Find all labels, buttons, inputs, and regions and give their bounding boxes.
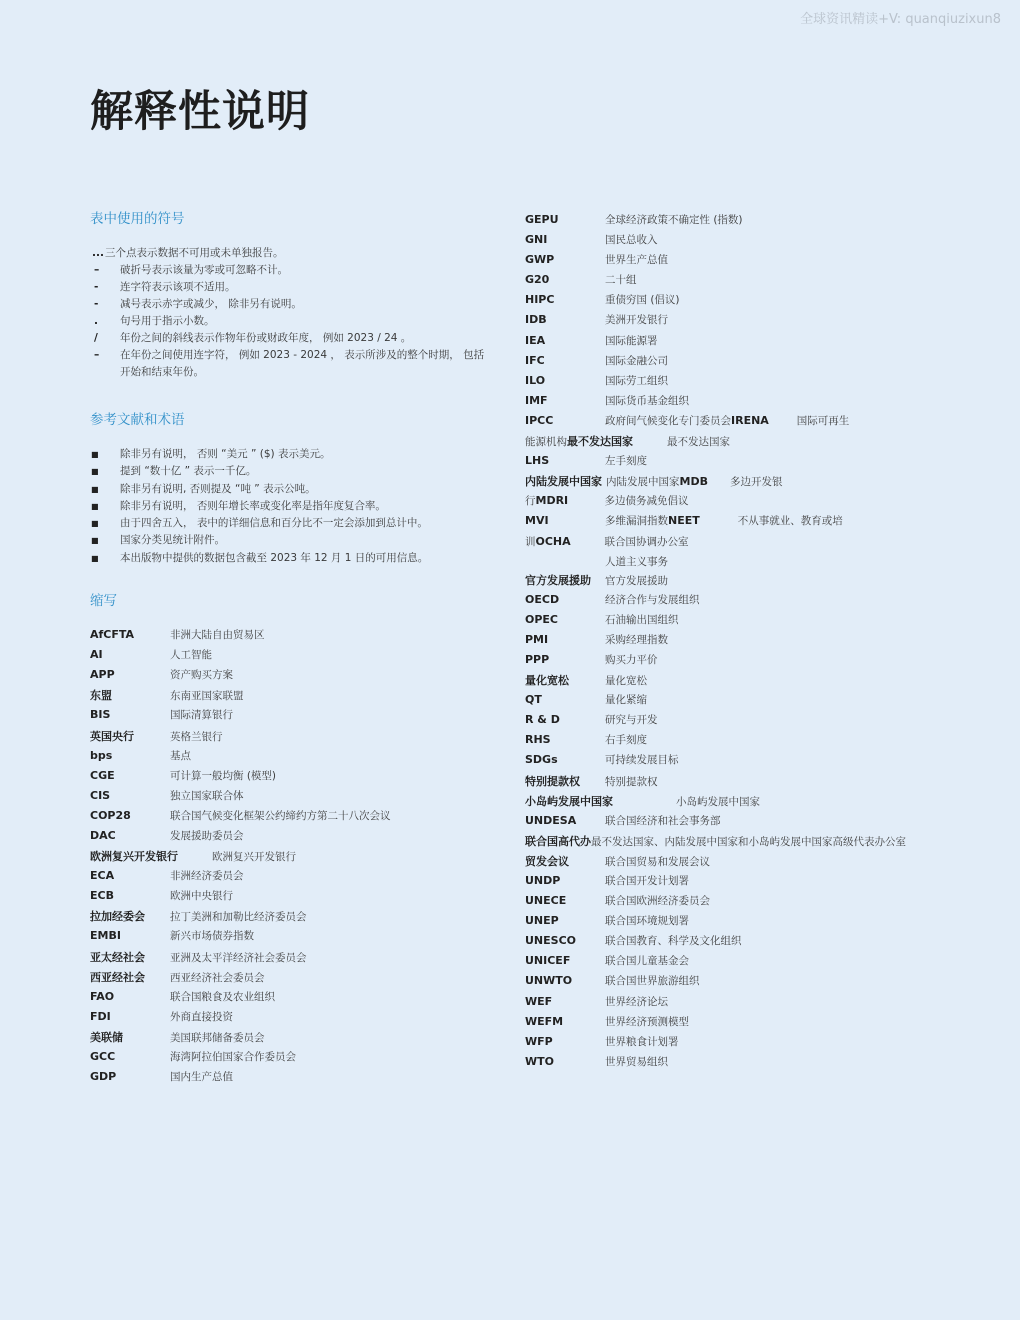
abbr-definition: 联合国欧洲经济委员会 <box>605 895 710 908</box>
symbol-item <box>90 296 490 313</box>
reference-item <box>90 498 490 515</box>
abbr-term: UNECE <box>525 894 567 908</box>
abbr-row <box>525 752 945 772</box>
abbr-definition: 资产购买方案 <box>170 669 233 682</box>
symbol-item <box>90 313 490 330</box>
abbr-row <box>525 933 945 953</box>
abbr-term: COP28 <box>90 808 131 822</box>
abbr-term: DAC <box>90 829 116 843</box>
symbol-text: 句号用于指示小数。 <box>120 315 215 327</box>
abbr-row <box>90 707 490 727</box>
abbr-definition: 联合国世界旅游组织 <box>605 975 700 988</box>
reference-text: 本出版物中提供的数据包含截至 2023 年 12 月 1 日的可用信息。 <box>120 551 429 564</box>
abbr-row <box>90 989 490 1009</box>
abbr-definition: 世界经济预测模型 <box>605 1015 689 1028</box>
abbr-term: QT <box>525 693 542 707</box>
abbr-row <box>525 453 945 473</box>
reference-item <box>90 463 490 480</box>
abbr-row <box>525 712 945 732</box>
abbr-term: CIS <box>90 788 111 802</box>
abbr-definition: 亚洲及太平洋经济社会委员会 <box>170 951 307 964</box>
abbr-definition: 右手刻度 <box>605 734 647 747</box>
abbr-row <box>90 1029 490 1049</box>
abbr-definition: 不从事就业、教育或培 <box>737 515 843 528</box>
symbol-item <box>90 330 490 347</box>
abbr-row <box>525 893 945 913</box>
symbol-item <box>90 262 490 279</box>
abbr-row <box>90 949 490 969</box>
abbr-row <box>525 994 945 1014</box>
abbr-term: AfCFTA <box>90 628 135 642</box>
symbol-text: 减号表示赤字或减少， 除非另有说明。 <box>120 298 302 310</box>
abbr-definition: 国际清算银行 <box>170 709 233 722</box>
abbr-term: ILO <box>525 373 546 387</box>
symbols-heading: 表中使用的符号 <box>90 211 185 227</box>
abbr-definition: 联合国协调办公室 <box>604 535 689 548</box>
abbr-row <box>525 272 945 292</box>
abbr-term: IDB <box>525 313 547 327</box>
abbr-row <box>525 232 945 252</box>
abbr-row <box>525 212 945 232</box>
abbr-definition: 特别提款权 <box>605 775 658 788</box>
abbreviations-heading: 缩写 <box>90 593 117 610</box>
abbr-definition: 世界粮食计划署 <box>605 1035 679 1048</box>
abbr-row <box>90 788 490 808</box>
abbr-row <box>525 793 945 813</box>
abbr-term: IPCC <box>525 413 554 427</box>
abbr-row <box>525 632 945 652</box>
abbr-term: 贸发会议 <box>525 854 569 868</box>
abbr-term: 拉加经委会 <box>90 910 145 924</box>
abbr-definition: 能源机构 <box>525 436 567 449</box>
abbr-term: PPP <box>525 652 550 666</box>
abbr-term: FAO <box>90 989 115 1003</box>
abbr-term: GEPU <box>525 213 559 226</box>
reference-text: 除非另有说明， 否则年增长率或变化率是指年度复合率。 <box>120 499 386 512</box>
abbr-definition: 采购经理指数 <box>605 633 668 646</box>
abbr-term: IFC <box>525 353 545 367</box>
abbr-definition: 小岛屿发展中国家 <box>676 795 760 808</box>
abbr-row <box>525 612 945 632</box>
abbr-definition: 多维漏洞指数 <box>605 515 668 528</box>
abbr-term: BIS <box>90 708 111 722</box>
abbr-definition: 最不发达国家、内陆发展中国家和小岛屿发展中国家高级代表办公室 <box>591 835 906 848</box>
abbr-row <box>525 433 945 453</box>
abbr-term: IEA <box>525 333 546 347</box>
abbr-row <box>525 393 945 413</box>
reference-item <box>90 550 490 567</box>
abbr-row <box>90 868 490 888</box>
abbr-definition: 量化紧缩 <box>605 694 647 707</box>
abbr-row <box>90 687 490 707</box>
abbr-row <box>90 848 490 868</box>
watermark: 全球资讯精读+V: quanqiuzixun8 <box>800 12 1001 27</box>
abbr-row <box>525 953 945 973</box>
bullet-icon: ■ <box>91 467 99 477</box>
abbr-term: 西亚经社会 <box>90 970 145 984</box>
abbr-definition: 国际金融公司 <box>605 354 668 367</box>
abbr-definition: 左手刻度 <box>605 455 647 468</box>
abbr-term: WEF <box>525 994 553 1008</box>
symbol-text: 在年份之间使用连字符， 例如 2023 - 2024 ， 表示所涉及的整个时期， 包括开始和结束年份。 <box>120 349 485 378</box>
abbr-row <box>90 768 490 788</box>
symbol-mark: - <box>94 281 99 293</box>
abbr-term: UNDESA <box>525 813 577 827</box>
abbr-term: GCC <box>90 1050 116 1064</box>
abbr-definition: 重债穷国 (倡议) <box>605 294 680 307</box>
abbr-term: SDGs <box>525 753 558 767</box>
abbr-row <box>90 1049 490 1069</box>
abbr-term: 欧洲复兴开发银行 <box>90 850 178 864</box>
abbr-definition: 多边开发银 <box>729 476 783 489</box>
abbr-term: MDB <box>679 475 708 489</box>
abbr-row <box>525 732 945 752</box>
abbr-row <box>525 873 945 893</box>
right-column <box>525 212 945 1074</box>
abbr-definition: 内陆发展中国家 <box>606 476 680 489</box>
page-title: 解释性说明 <box>90 87 310 137</box>
abbr-definition: 政府间气候变化专门委员会 <box>605 414 731 427</box>
abbr-definition: 国内生产总值 <box>170 1071 233 1084</box>
symbol-text: 破折号表示该量为零或可忽略不计。 <box>120 264 288 276</box>
symbol-mark: – <box>94 349 100 361</box>
symbol-text: 连字符表示该项不适用。 <box>120 281 236 293</box>
abbr-term: UNDP <box>525 874 561 887</box>
abbr-row <box>90 1069 490 1089</box>
abbr-row <box>525 333 945 353</box>
abbr-definition: 人工智能 <box>170 649 212 662</box>
bullet-icon: ■ <box>91 536 99 546</box>
abbr-definition: 研究与开发 <box>605 714 658 727</box>
abbr-row <box>525 652 945 672</box>
abbr-definition: 欧洲复兴开发银行 <box>212 851 296 864</box>
symbol-text: 年份之间的斜线表示作物年份或财政年度， 例如 2023 / 24 。 <box>120 332 412 344</box>
abbr-term: 内陆发展中国家 <box>525 475 602 489</box>
abbr-row <box>90 908 490 928</box>
symbol-mark: / <box>94 332 98 344</box>
abbr-term: GWP <box>525 253 555 267</box>
abbreviations-list-left <box>90 627 490 1089</box>
bullet-icon: ■ <box>91 519 99 529</box>
abbr-definition: 欧洲中央银行 <box>170 890 233 903</box>
abbr-row <box>525 1054 945 1074</box>
symbol-text: 三个点表示数据不可用或未单独报告。 <box>105 247 284 259</box>
abbr-definition: 联合国开发计划署 <box>605 875 689 887</box>
abbr-term: ECB <box>90 889 114 903</box>
references-list <box>90 446 490 567</box>
abbr-term: ECA <box>90 869 115 883</box>
symbol-mark: ... <box>92 247 104 259</box>
abbr-row <box>90 748 490 768</box>
abbr-term: MDRI <box>535 494 569 508</box>
abbr-row <box>525 513 945 533</box>
abbr-definition: 东南亚国家联盟 <box>170 690 244 703</box>
abbr-term: OPEC <box>525 612 558 626</box>
abbr-definition: 最不发达国家 <box>667 436 730 449</box>
abbr-term: 亚太经社会 <box>90 950 145 964</box>
abbr-row <box>525 913 945 933</box>
reference-text: 除非另有说明， 否则 “美元 ” ($) 表示美元。 <box>120 448 331 460</box>
abbr-term: EMBI <box>90 929 121 943</box>
abbr-row <box>525 353 945 373</box>
abbr-definition: 非洲经济委员会 <box>170 870 244 883</box>
abbr-term: 英国央行 <box>90 729 134 743</box>
abbr-definition: 西亚经济社会委员会 <box>170 971 265 984</box>
abbr-definition: 世界生产总值 <box>605 254 668 267</box>
abbr-term: LHS <box>525 454 550 468</box>
bullet-icon: ■ <box>91 484 99 494</box>
abbr-row <box>525 413 945 433</box>
abbr-definition: 联合国环境规划署 <box>605 915 689 928</box>
abbr-row <box>525 373 945 393</box>
reference-text: 国家分类见统计附件。 <box>120 534 225 547</box>
abbr-term: UNWTO <box>525 974 573 988</box>
abbr-definition: 石油输出国组织 <box>605 613 679 626</box>
abbr-row <box>525 493 945 513</box>
symbol-item <box>90 279 490 296</box>
abbr-row <box>90 808 490 828</box>
abbr-term: HIPC <box>525 293 555 307</box>
abbr-row <box>525 853 945 873</box>
abbr-definition: 全球经济政策不确定性 (指数) <box>605 214 743 226</box>
abbr-row <box>90 828 490 848</box>
abbr-term: OECD <box>525 592 560 606</box>
abbr-definition: 基点 <box>170 749 191 762</box>
abbr-definition: 二十组 <box>605 274 637 287</box>
abbr-definition: 联合国儿童基金会 <box>605 955 689 968</box>
abbreviations-list-right <box>525 212 945 1074</box>
abbr-row <box>525 973 945 993</box>
abbr-term: GNI <box>525 233 548 247</box>
abbr-row <box>90 728 490 748</box>
abbr-row <box>525 252 945 272</box>
abbr-definition: 世界贸易组织 <box>605 1055 668 1068</box>
abbr-row <box>525 473 945 493</box>
abbr-row <box>90 928 490 948</box>
abbr-term: UNICEF <box>525 954 571 968</box>
abbr-term: 东盟 <box>90 689 112 703</box>
reference-item <box>90 481 490 498</box>
abbr-definition: 可持续发展目标 <box>605 754 679 767</box>
abbr-row <box>90 1009 490 1029</box>
abbr-term: 特别提款权 <box>525 774 580 788</box>
abbr-term: R & D <box>525 713 560 727</box>
abbr-term: G20 <box>525 273 550 287</box>
abbr-definition: 外商直接投资 <box>170 1010 233 1023</box>
left-column <box>90 207 490 1089</box>
symbols-list <box>90 245 490 381</box>
abbr-term: UNEP <box>525 914 559 928</box>
abbr-definition: 海湾阿拉伯国家合作委员会 <box>170 1051 296 1064</box>
abbr-term: RHS <box>525 733 551 747</box>
abbr-definition: 联合国教育、科学及文化组织 <box>605 935 742 948</box>
abbr-term: 小岛屿发展中国家 <box>525 794 613 808</box>
abbr-term: 美联储 <box>90 1030 123 1044</box>
abbr-term: AI <box>90 648 103 662</box>
abbr-definition: 美洲开发银行 <box>605 314 668 327</box>
abbr-row <box>525 534 945 554</box>
abbr-row <box>90 888 490 908</box>
symbol-mark: – <box>94 264 100 276</box>
abbr-term: 最不发达国家 <box>567 435 633 449</box>
abbr-definition: 量化宽松 <box>605 675 647 688</box>
abbr-row <box>525 1034 945 1054</box>
abbr-term: 联合国高代办 <box>525 834 591 848</box>
reference-text: 提到 “数十亿 ” 表示一千亿。 <box>120 465 257 478</box>
abbr-definition: 国际可再生 <box>796 414 850 427</box>
abbr-row <box>90 647 490 667</box>
abbr-term: FDI <box>90 1009 111 1023</box>
bullet-icon: ■ <box>91 501 99 511</box>
abbr-definition: 国际劳工组织 <box>605 374 668 387</box>
abbr-definition: 可计算一般均衡 (模型) <box>170 769 277 782</box>
abbr-term: UNESCO <box>525 934 576 948</box>
abbr-term: OCHA <box>535 534 571 548</box>
abbr-definition: 经济合作与发展组织 <box>605 593 700 606</box>
abbr-definition: 官方发展援助 <box>605 574 668 587</box>
abbr-row <box>525 773 945 793</box>
abbr-term: 量化宽松 <box>525 674 569 688</box>
abbr-term: 官方发展援助 <box>525 573 591 587</box>
bullet-icon: ■ <box>91 553 99 563</box>
abbr-term: WTO <box>525 1054 554 1068</box>
references-heading: 参考文献和术语 <box>90 412 185 428</box>
reference-text: 由于四舍五入， 表中的详细信息和百分比不一定会添加到总计中。 <box>120 517 428 530</box>
abbr-row <box>525 833 945 853</box>
symbol-item <box>90 347 490 381</box>
abbr-definition: 发展援助委员会 <box>170 830 244 843</box>
reference-item <box>90 532 490 549</box>
abbr-definition: 训 <box>525 535 536 548</box>
abbr-definition: 联合国气候变化框架公约缔约方第二十八次会议 <box>170 809 391 822</box>
abbr-term: WFP <box>525 1034 553 1048</box>
symbol-item <box>90 245 490 262</box>
abbr-term: NEET <box>668 514 700 528</box>
abbr-row <box>525 692 945 712</box>
abbr-term: GDP <box>90 1070 117 1084</box>
reference-item <box>90 515 490 532</box>
abbr-row <box>90 627 490 647</box>
abbr-term: APP <box>90 668 115 682</box>
abbr-row <box>90 969 490 989</box>
abbr-definition: 国际能源署 <box>605 334 658 347</box>
abbr-row <box>525 672 945 692</box>
abbr-row <box>525 1014 945 1034</box>
abbr-term: MVI <box>525 514 549 528</box>
abbr-term: IMF <box>525 393 548 407</box>
abbr-definition: 人道主义事务 <box>605 555 668 568</box>
abbr-definition: 英格兰银行 <box>170 730 223 743</box>
abbr-definition: 非洲大陆自由贸易区 <box>170 629 265 642</box>
abbr-definition: 世界经济论坛 <box>605 995 668 1008</box>
abbr-row <box>525 813 945 833</box>
abbr-definition: 行 <box>525 495 536 508</box>
abbr-row <box>525 292 945 312</box>
abbr-term: CGE <box>90 768 115 782</box>
abbr-definition: 购买力平价 <box>605 653 658 666</box>
abbr-row <box>525 592 945 612</box>
abbr-definition: 联合国粮食及农业组织 <box>170 990 275 1003</box>
abbr-definition: 国民总收入 <box>605 234 658 247</box>
abbr-row <box>90 667 490 687</box>
reference-text: 除非另有说明, 否则提及 “吨 ” 表示公吨。 <box>120 482 316 495</box>
abbr-term: PMI <box>525 632 549 646</box>
abbr-term: IRENA <box>731 413 769 427</box>
abbr-definition: 拉丁美洲和加勒比经济委员会 <box>170 911 307 924</box>
abbr-row <box>525 572 945 592</box>
reference-item <box>90 446 490 463</box>
abbr-row <box>525 554 945 572</box>
abbr-definition: 多边债务减免倡议 <box>604 495 689 508</box>
symbol-mark: - <box>94 298 99 310</box>
abbr-definition: 独立国家联合体 <box>170 789 244 802</box>
abbr-definition: 美国联邦储备委员会 <box>170 1031 265 1044</box>
bullet-icon: ■ <box>91 450 99 459</box>
abbr-definition: 国际货币基金组织 <box>605 394 689 407</box>
abbr-term: WEFM <box>525 1014 564 1028</box>
abbr-row <box>525 312 945 332</box>
abbr-term: bps <box>90 748 113 762</box>
abbr-definition: 新兴市场债券指数 <box>170 930 254 943</box>
symbol-mark: . <box>94 315 98 327</box>
abbr-definition: 联合国贸易和发展会议 <box>605 855 710 868</box>
abbr-definition: 联合国经济和社会事务部 <box>605 814 721 827</box>
